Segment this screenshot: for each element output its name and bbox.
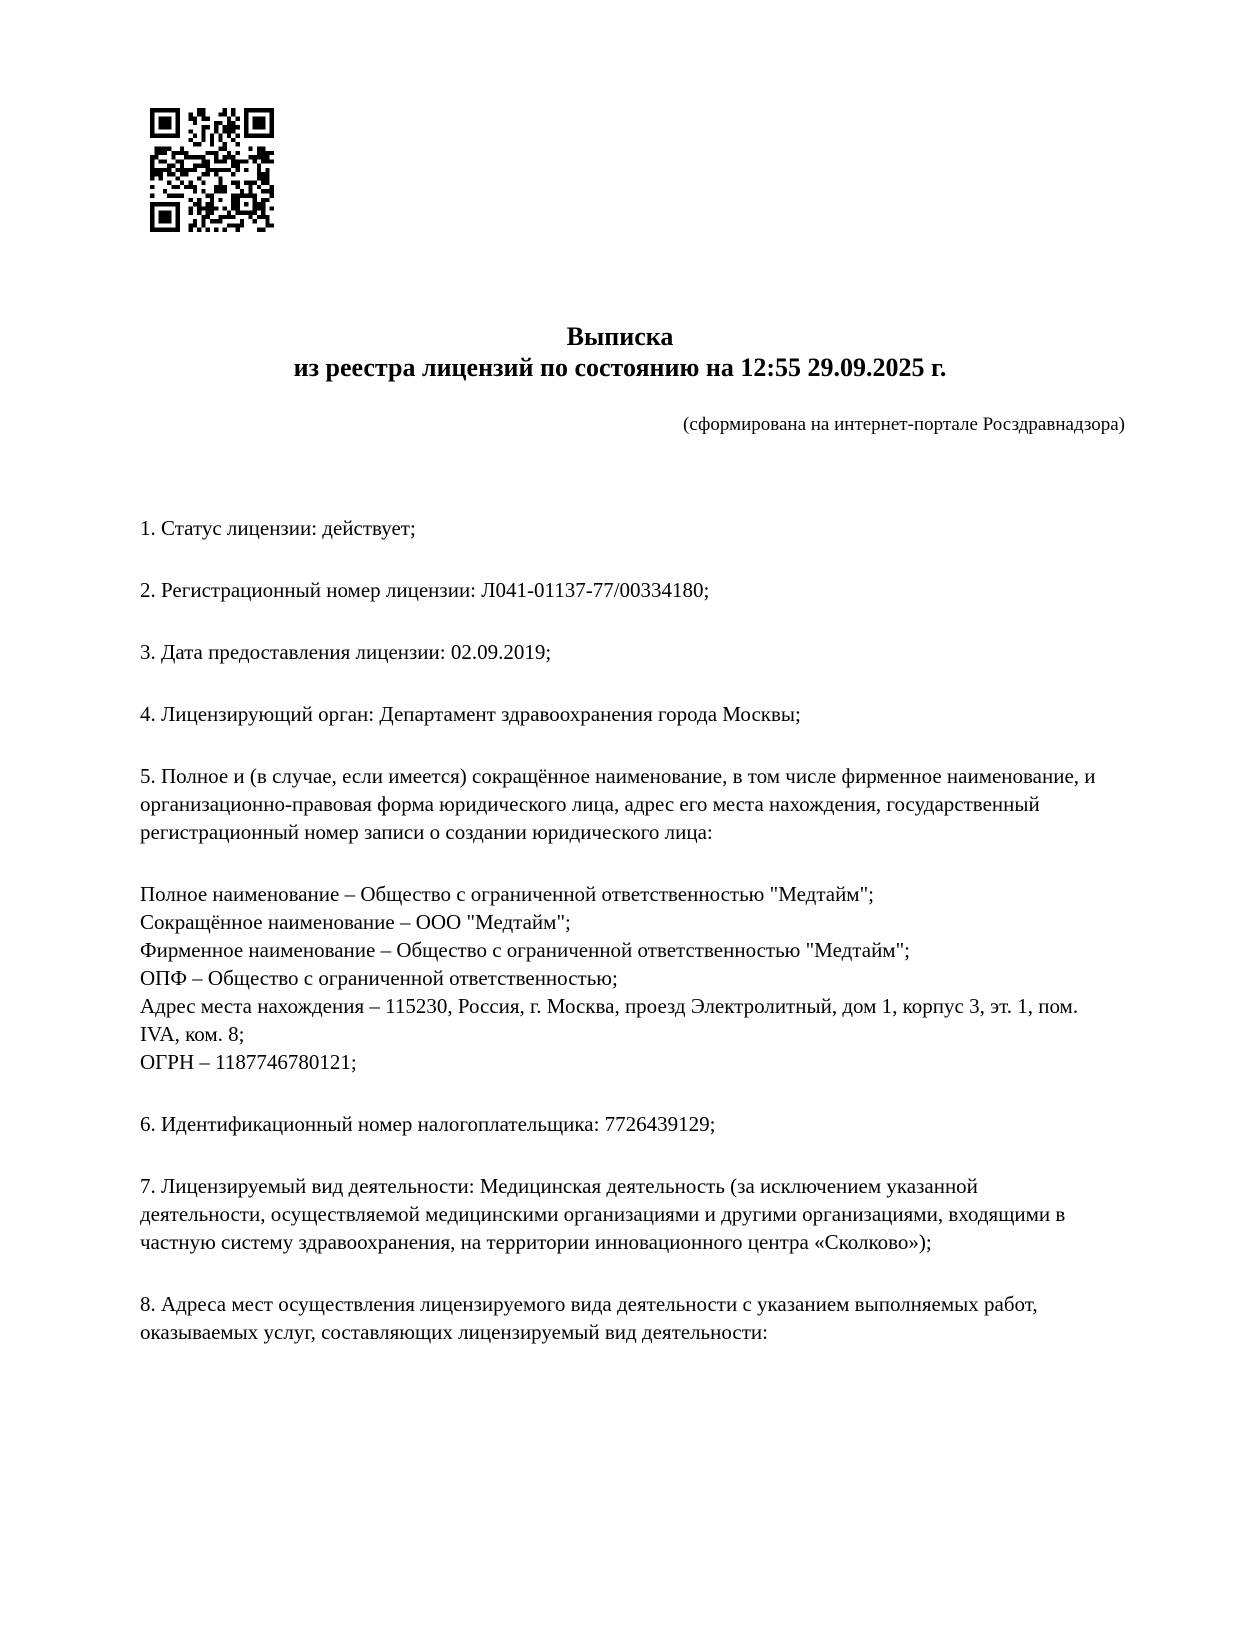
- title-line-2: из реестра лицензий по состоянию на 12:55 29.09.2025 г.: [293, 353, 947, 382]
- paragraph-license-number: 2. Регистрационный номер лицензии: Л041-01137-77/00334180;: [140, 578, 710, 602]
- paragraph-license-date: 3. Дата предоставления лицензии: 02.09.2019;: [140, 640, 552, 664]
- paragraph-licensing-authority: 4. Лицензирующий орган: Департамент здравоохранения города Москвы;: [140, 702, 801, 726]
- qr-code-icon: [150, 108, 274, 232]
- title-line-1: Выписка: [566, 322, 674, 351]
- company-details: [140, 880, 1100, 1076]
- company-brand-name: Фирменное наименование – Общество с ограниченной ответственностью "Медтайм";: [140, 938, 910, 962]
- company-ogrn: ОГРН – 1187746780121;: [140, 1050, 357, 1074]
- document-body: [140, 514, 1100, 1380]
- paragraph-addresses-intro: 8. Адреса мест осуществления лицензируемого вида деятельности с указанием выполняемых работ, оказываемых услуг, составляющих лицензируемый вид деятельности:: [140, 1292, 1038, 1344]
- paragraph-inn: 6. Идентификационный номер налогоплательщика: 7726439129;: [140, 1112, 716, 1136]
- company-address: Адрес места нахождения – 115230, Россия, г. Москва, проезд Электролитный, дом 1, корпус 3, эт. 1, пом. IVA, ком. 8;: [140, 994, 1079, 1046]
- paragraph-activity-type: 7. Лицензируемый вид деятельности: Медицинская деятельность (за исключением указанной деятельности, осуществляемой медицинскими организациями и другими организациями, входящими в частную систему здравоохранения, на территории инновационного центра «Сколково»);: [140, 1174, 1066, 1254]
- document-subtitle: (сформирована на интернет-портале Росздравнадзора): [683, 414, 1125, 435]
- company-full-name: Полное наименование – Общество с ограниченной ответственностью "Медтайм";: [140, 882, 875, 906]
- paragraph-company-intro: 5. Полное и (в случае, если имеется) сокращённое наименование, в том числе фирменное наименование, и организационно-правовая форма юридического лица, адрес его места нахождения, государственный регистрационный номер записи о создании юридического лица:: [140, 764, 1096, 844]
- company-legal-form: ОПФ – Общество с ограниченной ответственностью;: [140, 966, 618, 990]
- paragraph-license-status: 1. Статус лицензии: действует;: [140, 516, 416, 540]
- document-title: [140, 321, 1100, 383]
- company-short-name: Сокращённое наименование – ООО "Медтайм";: [140, 910, 571, 934]
